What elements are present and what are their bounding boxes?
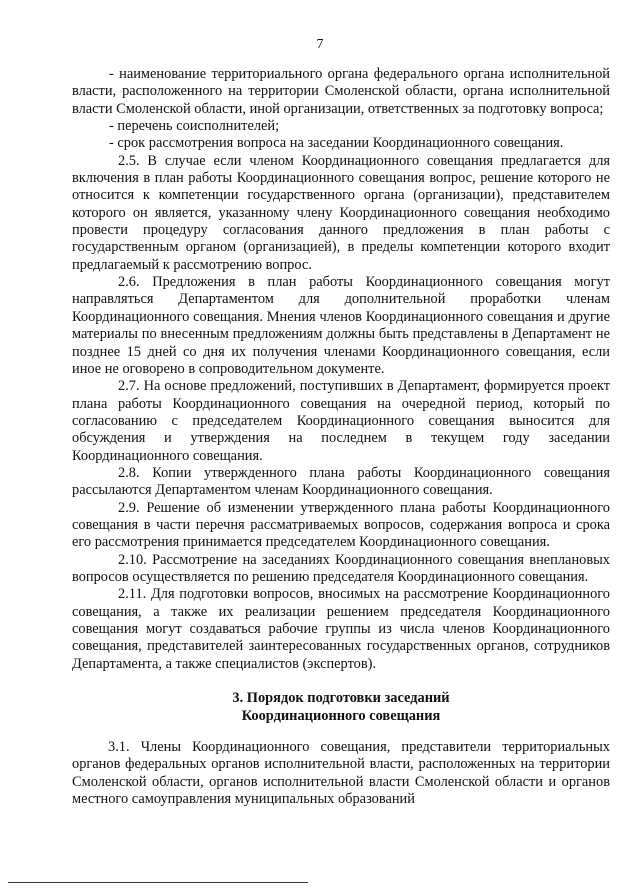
- paragraph-2-11: 2.11. Для подготовки вопросов, вносимых на рассмотрение Координационного совещания, а также их реализации решением председателя Координационного совещания могут создаваться рабочие группы из числа членов Координационного совещания, представителей заинтересованных государственных органов, сотрудников Департамента, а также специалистов (экспертов).: [72, 586, 610, 672]
- document-body: [72, 66, 610, 808]
- list-item-deadline: - срок рассмотрения вопроса на заседании Координационного совещания.: [109, 135, 564, 152]
- section-heading-line-1: 3. Порядок подготовки заседаний: [232, 690, 450, 707]
- paragraph-2-7: 2.7. На основе предложений, поступивших в Департамент, формируется проект плана работы Координационного совещания на очередной период, который по согласованию с председателем Координационного совещания выносится для обсуждения и утверждения на последнем в текущем году заседании Координационного совещания.: [72, 378, 610, 464]
- footer-rule: [8, 882, 308, 883]
- section-heading: [72, 689, 610, 725]
- section-heading-line-2: Координационного совещания: [241, 708, 441, 725]
- paragraph-2-10: 2.10. Рассмотрение на заседаниях Координационного совещания внеплановых вопросов осуществляется по решению председателя Координационного совещания.: [72, 551, 610, 585]
- paragraph-2-5: 2.5. В случае если членом Координационного совещания предлагается для включения в план работы Координационного совещания вопрос, решение которого не относится к компетенции государственного органа (организации), представителем которого он является, указанному члену Координационного совещания необходимо провести процедуру согласования данного предложения в план работы с государственным органом (организацией), в пределы компетенции которого входит предлагаемый к рассмотрению вопрос.: [72, 152, 610, 273]
- paragraph-2-8: 2.8. Копии утвержденного плана работы Координационного совещания рассылаются Департаментом членам Координационного совещания.: [72, 464, 610, 499]
- paragraph-2-9: 2.9. Решение об изменении утвержденного плана работы Координационного совещания в части перечня рассматриваемых вопросов, содержания вопроса и срока его рассмотрения принимается председателем Координационного совещания.: [72, 499, 610, 551]
- paragraph-3-1: 3.1. Члены Координационного совещания, представители территориальных органов федеральных органов исполнительной власти, расположенных на территории Смоленской области, органов исполнительной власти Смоленской области и органов местного самоуправления муниципальных образований: [72, 739, 610, 808]
- paragraph-2-6: 2.6. Предложения в план работы Координационного совещания могут направляться Департаментом для дополнительной проработки членам Координационного совещания. Мнения членов Координационного совещания и другие материалы по внесенным предложениям должны быть представлены в Департамент не позднее 15 дней со дня их получения членами Координационного совещания, если иное не оговорено в сопроводительном документе.: [72, 274, 610, 377]
- page-number: 7: [316, 36, 324, 51]
- list-item-coexecutors: - перечень соисполнителей;: [109, 118, 280, 135]
- list-item-authority-name: - наименование территориального органа федерального органа исполнительной власти, расположенного на территории Смоленской области, органа исполнительной власти Смоленской области, иной организации, ответственных за подготовку вопроса;: [72, 66, 610, 117]
